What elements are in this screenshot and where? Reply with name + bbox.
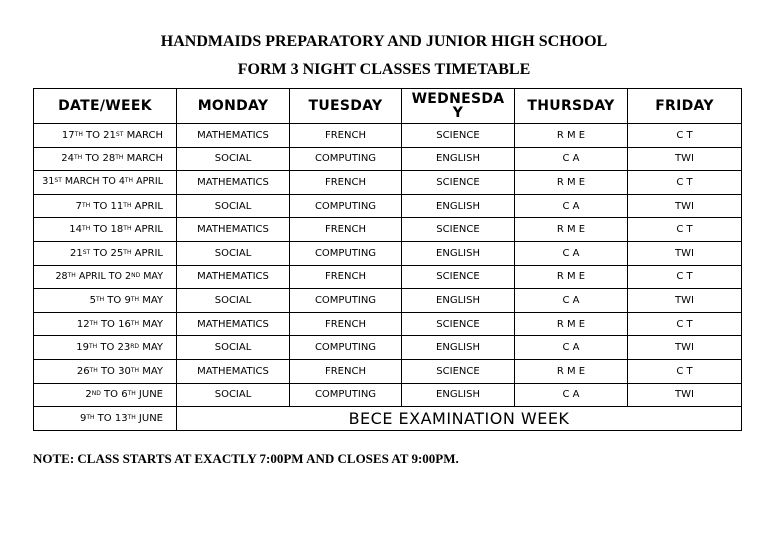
subject-cell-wednesday: SCIENCE — [402, 312, 515, 336]
table-row — [34, 241, 742, 265]
subject-cell-monday: SOCIAL — [177, 194, 290, 218]
subject-cell-tuesday: FRENCH — [290, 171, 402, 195]
subject-cell-thursday: C A — [515, 383, 628, 407]
date-suffix: TH — [123, 248, 132, 256]
subject-cell-monday: MATHEMATICS — [177, 218, 290, 242]
table-row — [34, 194, 742, 218]
date-suffix: RD — [130, 343, 140, 351]
subject-cell-friday: C T — [628, 218, 742, 242]
table-row — [34, 359, 742, 383]
date-suffix: TH — [74, 130, 83, 138]
subject-cell-monday: SOCIAL — [177, 147, 290, 171]
date-suffix: ST — [115, 130, 124, 138]
subject-cell-thursday: R M E — [515, 171, 628, 195]
timetable — [33, 88, 742, 431]
subject-cell-monday: MATHEMATICS — [177, 171, 290, 195]
timetable-body — [34, 124, 742, 431]
date-suffix: TH — [73, 154, 83, 162]
subject-cell-wednesday: ENGLISH — [402, 241, 515, 265]
date-week-cell: 2ND TO 6TH JUNE — [34, 383, 177, 407]
table-row — [34, 383, 742, 407]
subject-cell-wednesday: ENGLISH — [402, 289, 515, 313]
subject-cell-thursday: R M E — [515, 312, 628, 336]
date-suffix: TH — [130, 366, 140, 374]
date-week-cell: 5TH TO 9TH MAY — [34, 289, 177, 313]
date-week-cell: 17TH TO 21ST MARCH — [34, 124, 177, 148]
date-week-cell: 9TH TO 13TH JUNE — [34, 407, 177, 431]
date-suffix: TH — [67, 271, 76, 279]
subject-cell-tuesday: FRENCH — [290, 265, 402, 289]
date-suffix: TH — [123, 225, 132, 233]
date-suffix: TH — [130, 295, 140, 303]
date-suffix: TH — [82, 225, 91, 233]
date-suffix: TH — [115, 154, 124, 162]
date-suffix: TH — [86, 413, 95, 421]
subject-cell-wednesday: SCIENCE — [402, 359, 515, 383]
bece-row — [34, 407, 742, 431]
subject-cell-wednesday: SCIENCE — [402, 124, 515, 148]
header-date-week: DATE/WEEK — [34, 89, 177, 124]
date-suffix: TH — [89, 319, 98, 327]
subject-cell-tuesday: COMPUTING — [290, 383, 402, 407]
date-suffix: TH — [127, 390, 136, 398]
subject-cell-friday: TWI — [628, 289, 742, 313]
subject-cell-tuesday: COMPUTING — [290, 194, 402, 218]
date-week-cell: 14TH TO 18TH APRIL — [34, 218, 177, 242]
subject-cell-monday: SOCIAL — [177, 383, 290, 407]
class-time-note: NOTE: CLASS STARTS AT EXACTLY 7:00PM AND CLOSES AT 9:00PM. — [33, 451, 459, 466]
date-week-cell: 31ST MARCH TO 4TH APRIL — [34, 171, 177, 195]
date-week-cell: 26TH TO 30TH MAY — [34, 359, 177, 383]
timetable-title: FORM 3 NIGHT CLASSES TIMETABLE — [237, 61, 531, 78]
subject-cell-wednesday: SCIENCE — [402, 171, 515, 195]
subject-cell-friday: C T — [628, 265, 742, 289]
subject-cell-tuesday: COMPUTING — [290, 241, 402, 265]
subject-cell-friday: TWI — [628, 147, 742, 171]
bece-exam-label: BECE EXAMINATION WEEK — [177, 407, 742, 431]
subject-cell-friday: TWI — [628, 194, 742, 218]
subject-cell-monday: MATHEMATICS — [177, 265, 290, 289]
date-suffix: TH — [123, 201, 132, 209]
date-suffix: ST — [82, 248, 91, 256]
table-row — [34, 265, 742, 289]
subject-cell-monday: SOCIAL — [177, 241, 290, 265]
date-week-cell: 7TH TO 11TH APRIL — [34, 194, 177, 218]
date-suffix: TH — [82, 201, 91, 209]
subject-cell-friday: TWI — [628, 383, 742, 407]
subject-cell-thursday: C A — [515, 336, 628, 360]
subject-cell-thursday: R M E — [515, 124, 628, 148]
subject-cell-friday: C T — [628, 312, 742, 336]
date-suffix: ND — [91, 390, 101, 398]
header-wednesday: WEDNESDAY — [402, 89, 515, 124]
date-suffix: TH — [130, 319, 140, 327]
subject-cell-thursday: R M E — [515, 218, 628, 242]
subject-cell-monday: SOCIAL — [177, 336, 290, 360]
header-row — [34, 89, 742, 124]
header-tuesday: TUESDAY — [290, 89, 402, 124]
subject-cell-monday: MATHEMATICS — [177, 359, 290, 383]
header-thursday: THURSDAY — [515, 89, 628, 124]
subject-cell-thursday: C A — [515, 289, 628, 313]
date-suffix: TH — [124, 177, 134, 185]
subject-cell-wednesday: SCIENCE — [402, 218, 515, 242]
table-row — [34, 336, 742, 360]
subject-cell-wednesday: ENGLISH — [402, 194, 515, 218]
date-suffix: ND — [131, 271, 141, 279]
header-monday: MONDAY — [177, 89, 290, 124]
subject-cell-thursday: C A — [515, 194, 628, 218]
subject-cell-monday: MATHEMATICS — [177, 312, 290, 336]
date-week-cell: 24TH TO 28TH MARCH — [34, 147, 177, 171]
subject-cell-monday: MATHEMATICS — [177, 124, 290, 148]
date-suffix: TH — [95, 295, 105, 303]
table-row — [34, 147, 742, 171]
table-row — [34, 312, 742, 336]
subject-cell-friday: TWI — [628, 336, 742, 360]
subject-cell-wednesday: SCIENCE — [402, 265, 515, 289]
date-week-cell: 19TH TO 23RD MAY — [34, 336, 177, 360]
subject-cell-wednesday: ENGLISH — [402, 147, 515, 171]
date-suffix: TH — [127, 413, 136, 421]
subject-cell-friday: C T — [628, 124, 742, 148]
subject-cell-friday: C T — [628, 359, 742, 383]
table-row — [34, 124, 742, 148]
table-row — [34, 218, 742, 242]
school-name: HANDMAIDS PREPARATORY AND JUNIOR HIGH SCHOOL — [160, 33, 608, 50]
date-suffix: TH — [88, 343, 98, 351]
date-week-cell: 12TH TO 16TH MAY — [34, 312, 177, 336]
subject-cell-wednesday: ENGLISH — [402, 383, 515, 407]
date-suffix: ST — [54, 177, 62, 185]
subject-cell-thursday: R M E — [515, 265, 628, 289]
subject-cell-friday: TWI — [628, 241, 742, 265]
subject-cell-thursday: C A — [515, 241, 628, 265]
subject-cell-tuesday: COMPUTING — [290, 336, 402, 360]
subject-cell-wednesday: ENGLISH — [402, 336, 515, 360]
header-friday: FRIDAY — [628, 89, 742, 124]
subject-cell-monday: SOCIAL — [177, 289, 290, 313]
subject-cell-tuesday: FRENCH — [290, 124, 402, 148]
date-suffix: TH — [89, 366, 98, 374]
table-row — [34, 171, 742, 195]
subject-cell-thursday: R M E — [515, 359, 628, 383]
subject-cell-tuesday: FRENCH — [290, 312, 402, 336]
subject-cell-thursday: C A — [515, 147, 628, 171]
subject-cell-tuesday: FRENCH — [290, 359, 402, 383]
subject-cell-tuesday: COMPUTING — [290, 289, 402, 313]
date-week-cell: 28TH APRIL TO 2ND MAY — [34, 265, 177, 289]
date-week-cell: 21ST TO 25TH APRIL — [34, 241, 177, 265]
subject-cell-friday: C T — [628, 171, 742, 195]
subject-cell-tuesday: FRENCH — [290, 218, 402, 242]
subject-cell-tuesday: COMPUTING — [290, 147, 402, 171]
table-row — [34, 289, 742, 313]
